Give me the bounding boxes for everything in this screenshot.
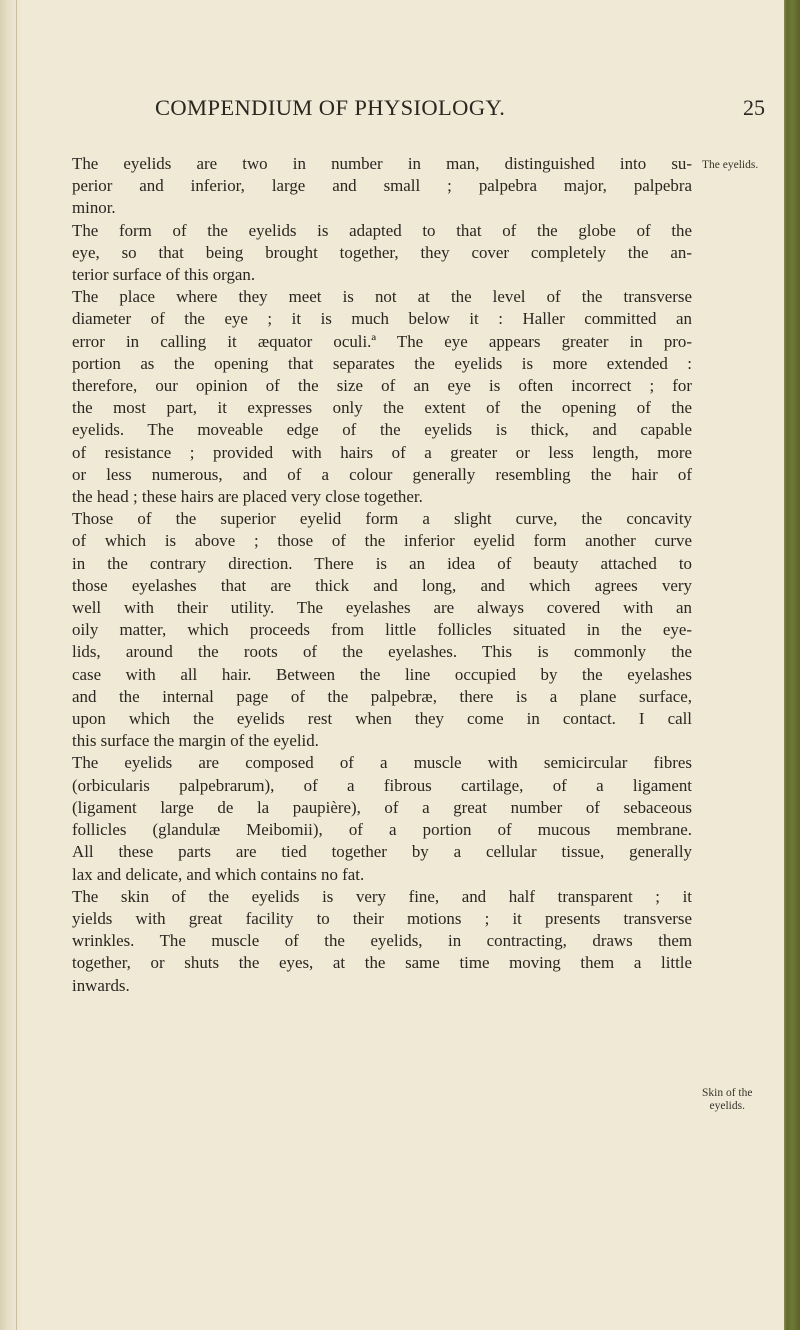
paragraph — [55, 153, 692, 220]
text-line: The eyelids are two in number in man, distinguished into su- — [72, 154, 692, 173]
text-line: minor. — [72, 198, 116, 218]
text-line: (orbicularis palpebrarum), of a fibrous cartilage, of a ligament — [72, 775, 692, 795]
text-line: of resistance ; provided with hairs of a greater or less length, more — [72, 442, 692, 462]
text-line: and the internal page of the palpebræ, there is a plane surface, — [72, 686, 692, 706]
margin-note-eyelids: The eyelids. — [702, 159, 759, 171]
page-header — [0, 95, 800, 125]
text-line: case with all hair. Between the line occupied by the eyelashes — [72, 664, 692, 684]
paragraph — [55, 508, 692, 752]
text-line: or less numerous, and of a colour generally resembling the hair of — [72, 464, 692, 484]
text-line: inwards. — [72, 975, 130, 995]
margin-note-line: Skin of the — [702, 1087, 753, 1099]
paragraph — [55, 886, 692, 997]
paragraph — [55, 220, 692, 287]
text-line: this surface the margin of the eyelid. — [72, 731, 319, 751]
text-line: the most part, it expresses only the extent of the opening of the — [72, 398, 692, 418]
page-number: 25 — [743, 95, 765, 120]
text-line: oily matter, which proceeds from little follicles situated in the eye- — [72, 620, 692, 640]
text-line: terior surface of this organ. — [72, 265, 256, 285]
page-left-edge — [0, 0, 22, 1330]
running-title: COMPENDIUM OF PHYSIOLOGY. — [155, 95, 506, 120]
text-line: The place where they meet is not at the level of the transverse — [72, 287, 692, 307]
text-line: Those of the superior eyelid form a slight curve, the concavity — [72, 509, 692, 529]
text-line: diameter of the eye ; it is much below it : Haller committed an — [72, 309, 692, 329]
text-line: The eyelids are composed of a muscle with semicircular fibres — [72, 753, 692, 773]
text-line: error in calling it æquator oculi.ª The eye appears greater in pro- — [72, 331, 692, 351]
text-line: portion as the opening that separates the eyelids is more extended : — [72, 353, 692, 373]
text-line: lax and delicate, and which contains no fat. — [72, 864, 365, 884]
margin-note-line: eyelids. — [709, 1100, 745, 1112]
paragraph — [55, 286, 692, 508]
margin-note-skin-of-eyelids — [702, 1087, 752, 1113]
text-line: those eyelashes that are thick and long, and which agrees very — [72, 575, 692, 595]
text-line: eye, so that being brought together, they cover completely the an- — [72, 242, 692, 262]
page-right-edge — [784, 0, 800, 1330]
text-line: yields with great facility to their motions ; it presents transverse — [72, 908, 692, 928]
text-line: follicles (glandulæ Meibomii), of a portion of mucous membrane. — [72, 820, 692, 840]
text-line: All these parts are tied together by a cellular tissue, generally — [72, 842, 692, 862]
text-line: (ligament large de la paupière), of a great number of sebaceous — [72, 797, 692, 817]
text-line: well with their utility. The eyelashes are always covered with an — [72, 598, 692, 618]
text-line: wrinkles. The muscle of the eyelids, in contracting, draws them — [72, 931, 692, 951]
text-line: perior and inferior, large and small ; palpebra major, palpebra — [72, 176, 692, 196]
text-line: eyelids. The moveable edge of the eyelids is thick, and capable — [72, 420, 692, 440]
text-line: in the contrary direction. There is an idea of beauty attached to — [72, 553, 692, 573]
text-line: together, or shuts the eyes, at the same time moving them a little — [72, 953, 692, 973]
text-line: the head ; these hairs are placed very close together. — [72, 487, 423, 507]
text-line: lids, around the roots of the eyelashes. This is commonly the — [72, 642, 692, 662]
text-line: of which is above ; those of the inferior eyelid form another curve — [72, 531, 692, 551]
text-line: upon which the eyelids rest when they come in contact. I call — [72, 709, 692, 729]
paragraph — [55, 752, 692, 885]
text-line: The skin of the eyelids is very fine, and half transparent ; it — [72, 886, 692, 906]
text-line: The form of the eyelids is adapted to that of the globe of the — [72, 220, 692, 240]
text-line: therefore, our opinion of the size of an eye is often incorrect ; for — [72, 376, 692, 396]
body-text — [55, 153, 692, 997]
